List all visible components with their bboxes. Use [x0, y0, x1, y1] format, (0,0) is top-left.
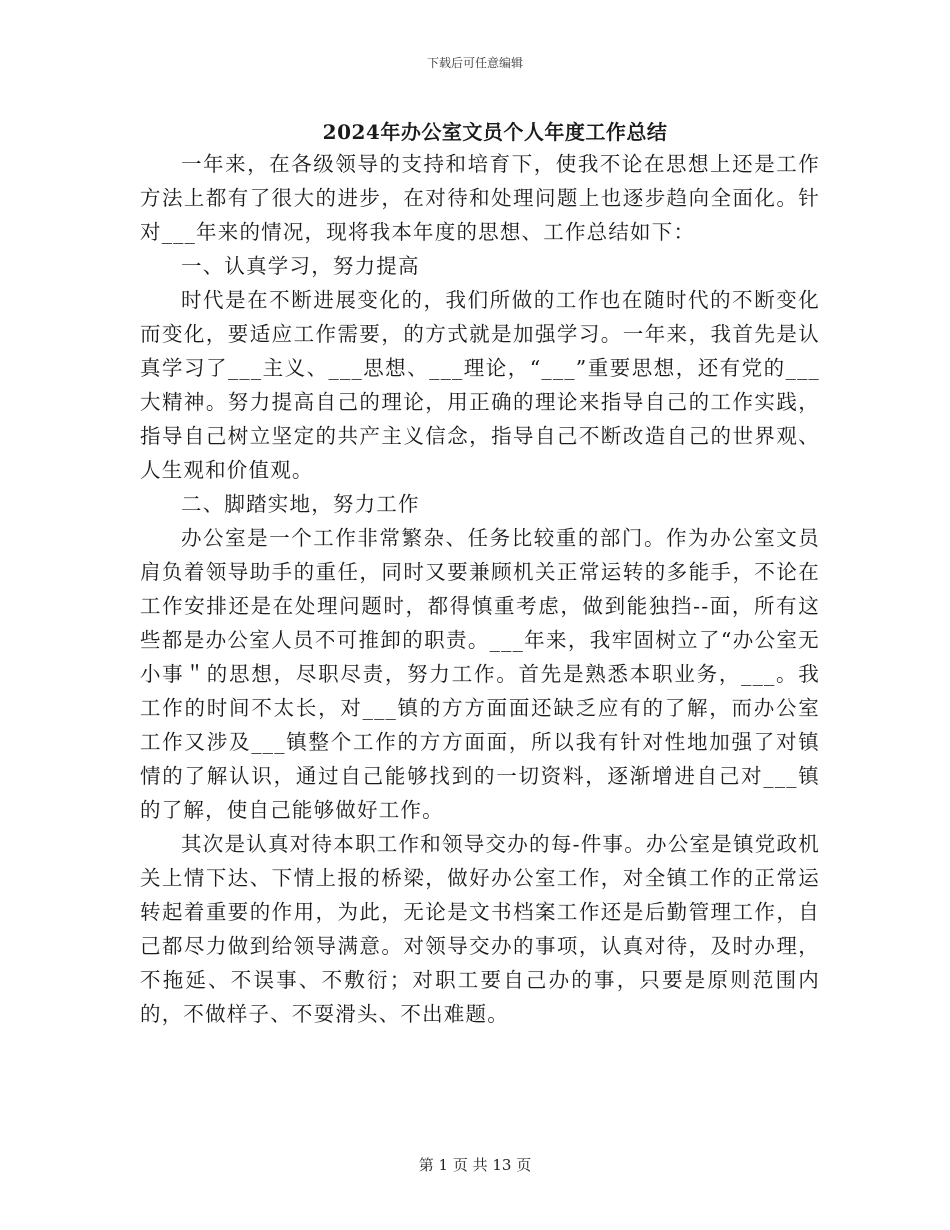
section-heading-2: 二、脚踏实地，努力工作	[181, 492, 420, 516]
section-heading-1: 一、认真学习，努力提高	[181, 254, 420, 278]
document-title: 2024年办公室文员个人年度工作总结	[322, 120, 668, 144]
paragraph-study: 时代是在不断进展变化的，我们所做的工作也在随时代的不断变化而变化，要适应工作需要，的方式就是加强学习。一年来，我首先是认真学习了___主义、___思想、___理论，“___”重要思想，还有党的___大精神。努力提高自己的理论，用正确的理论来指导自己的工作实践，指导自己树立坚定的共产主义信念，指导自己不断改造自己的世界观、人生观和价值观。	[140, 288, 820, 482]
header-note: 下载后可任意编辑	[426, 56, 523, 70]
paragraph-office-work: 办公室是一个工作非常繁杂、任务比较重的部门。作为办公室文员肩负着领导助手的重任，同时又要兼顾机关正常运转的多能手，不论在工作安排还是在处理问题时，都得慎重考虑，做到能独挡--面，所有这些都是办公室人员不可推卸的职责。___年来，我牢固树立了“办公室无小事＂的思想，尽职尽责，努力工作。首先是熟悉本职业务，___。我工作的时间不太长，对___镇的方方面面还缺乏应有的了解，而办公室工作又涉及___镇整个工作的方方面面，所以我有针对性地加强了对镇情的了解认识，通过自己能够找到的一切资料，逐渐增进自己对___镇的了解，使自己能够做好工作。	[140, 526, 820, 822]
paragraph-duties: 其次是认真对待本职工作和领导交办的每-件事。办公室是镇党政机关上情下达、下情上报的桥梁，做好办公室工作，对全镇工作的正常运转起着重要的作用，为此，无论是文书档案工作还是后勤管理工作，自己都尽力做到给领导满意。对领导交办的事项，认真对待，及时办理，不拖延、不误事、不敷衍；对职工要自己办的事，只要是原则范围内的，不做样子、不耍滑头、不出难题。	[140, 832, 820, 1026]
document-body	[140, 147, 820, 1031]
page-number: 第 1 页 共 13 页	[418, 1156, 532, 1174]
paragraph-intro: 一年来，在各级领导的支持和培育下，使我不论在思想上还是工作方法上都有了很大的进步，在对待和处理问题上也逐步趋向全面化。针对___年来的情况，现将我本年度的思想、工作总结如下：	[140, 152, 820, 244]
